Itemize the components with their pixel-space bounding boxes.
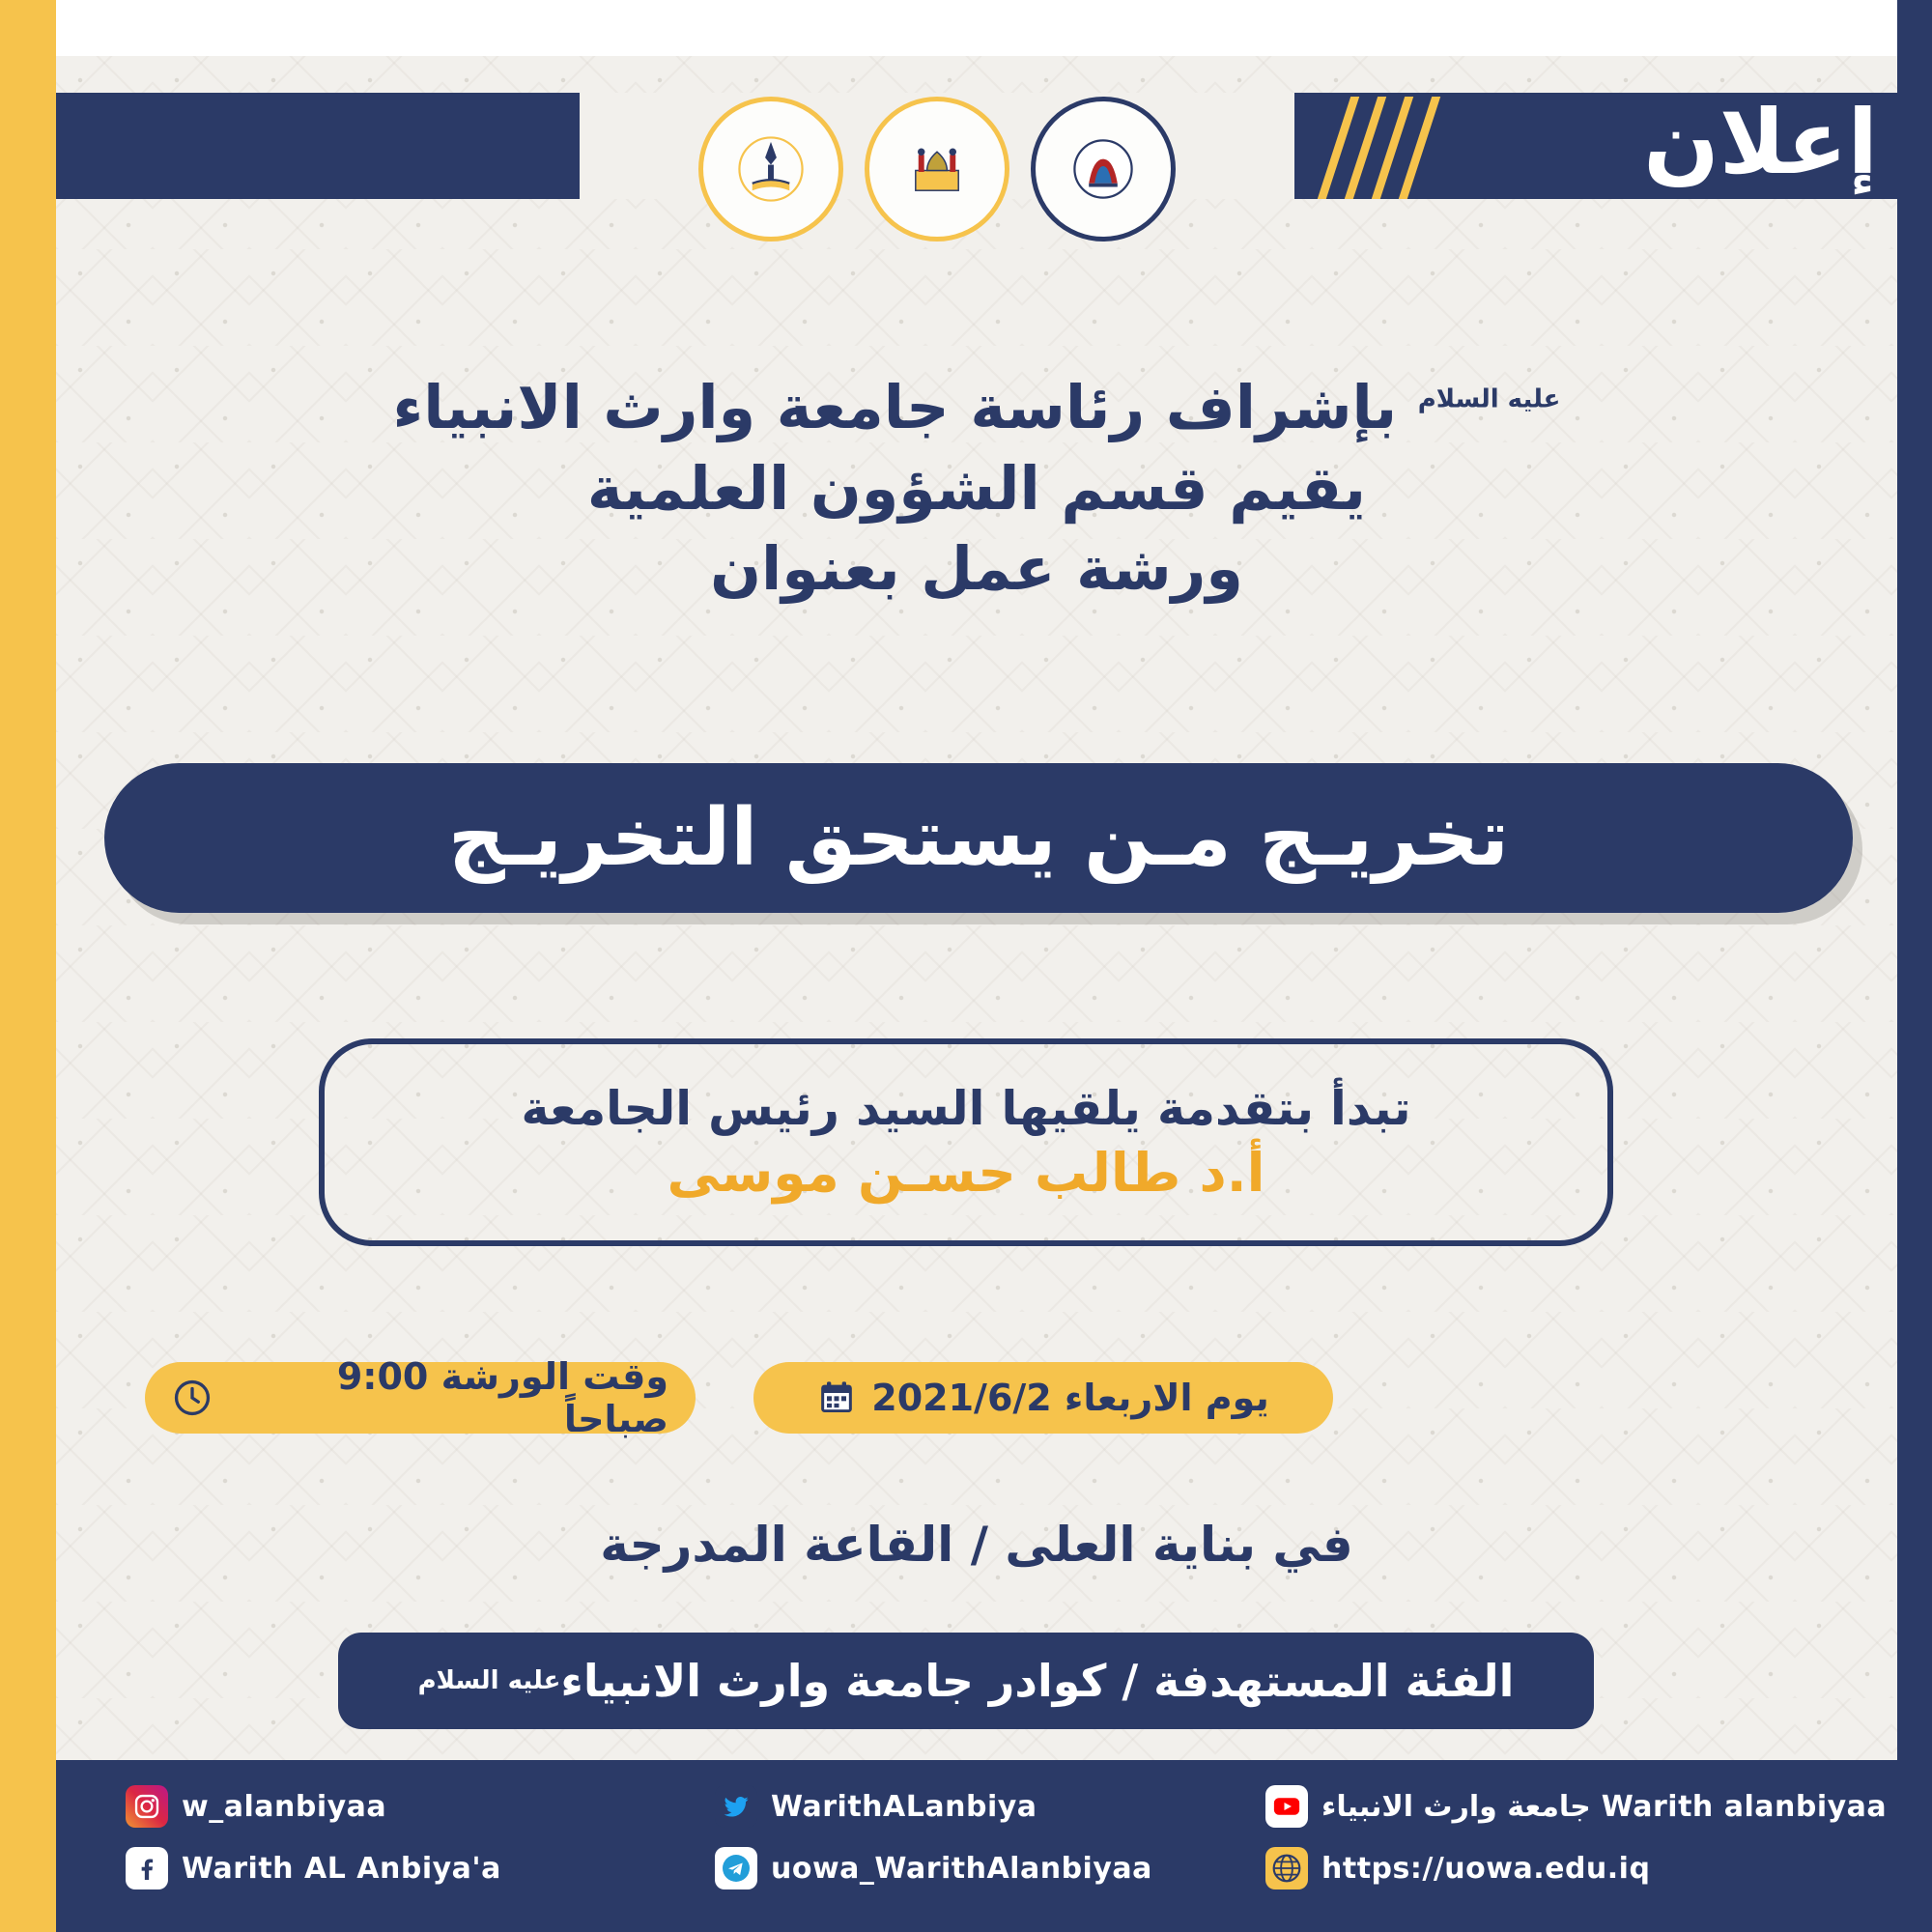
peace-be-upon-him-sup: عليه السلام bbox=[1417, 384, 1561, 414]
holy-shrine-logo bbox=[865, 97, 1009, 242]
website-icon bbox=[1265, 1847, 1308, 1889]
audience-text: الفئة المستهدفة / كوادر جامعة وارث الانبياء bbox=[560, 1655, 1515, 1707]
facebook-icon bbox=[126, 1847, 168, 1889]
youtube-icon bbox=[1265, 1785, 1308, 1828]
top-white-bar bbox=[56, 0, 1932, 56]
presenter-name: أ.د طالب حسـن موسى bbox=[667, 1142, 1265, 1204]
workshop-title-text: تخريـج مـن يستحق التخريـج bbox=[447, 792, 1510, 884]
instagram-label: w_alanbiyaa bbox=[182, 1789, 387, 1824]
peace-be-upon-him-sup-2: عليه السلام bbox=[417, 1666, 561, 1695]
ministry-logo bbox=[1031, 97, 1176, 242]
left-yellow-bar bbox=[0, 0, 56, 1932]
audience-bar bbox=[338, 1633, 1594, 1729]
intro-line-1: $^{عليه السلام}$ بإشراف رئاسة جامعة وارث الانبياء bbox=[392, 372, 1561, 442]
intro-line-2: يقيم قسم الشؤون العلمية bbox=[586, 452, 1367, 524]
date-chip bbox=[753, 1362, 1333, 1434]
footer-twitter-row[interactable] bbox=[715, 1785, 1217, 1828]
calendar-icon bbox=[817, 1378, 856, 1417]
page-title: إعلان bbox=[1643, 91, 1878, 194]
instagram-icon bbox=[126, 1785, 168, 1828]
intro-line-3: ورشة عمل بعنوان bbox=[710, 533, 1243, 605]
telegram-label: uowa_WarithAlanbiyaa bbox=[771, 1851, 1152, 1886]
youtube-label: Warith alanbiyaa جامعة وارث الانبياء bbox=[1321, 1789, 1888, 1824]
footer-column-mid bbox=[715, 1785, 1217, 1889]
twitter-label: WarithALanbiya bbox=[771, 1789, 1037, 1824]
twitter-icon bbox=[715, 1785, 757, 1828]
time-chip bbox=[145, 1355, 696, 1440]
right-navy-bar bbox=[1897, 0, 1932, 1932]
footer-website-row[interactable] bbox=[1265, 1847, 1903, 1889]
footer-column-left bbox=[126, 1785, 686, 1889]
facebook-label: Warith AL Anbiya'a bbox=[182, 1851, 501, 1886]
footer-telegram-row[interactable] bbox=[715, 1847, 1217, 1889]
telegram-icon bbox=[715, 1847, 757, 1889]
clock-icon bbox=[172, 1378, 213, 1418]
university-logo bbox=[698, 97, 843, 242]
footer-column-right bbox=[1265, 1785, 1903, 1889]
date-text: يوم الاربعاء 2021/6/2 bbox=[871, 1377, 1269, 1419]
workshop-title-banner bbox=[104, 763, 1853, 913]
footer bbox=[56, 1760, 1932, 1932]
header-slashes-decoration bbox=[1314, 97, 1430, 199]
footer-youtube-row[interactable] bbox=[1265, 1785, 1903, 1828]
presenter-box bbox=[319, 1038, 1613, 1246]
website-label: https://uowa.edu.iq bbox=[1321, 1851, 1651, 1886]
intro-text bbox=[56, 367, 1897, 610]
footer-instagram-row[interactable] bbox=[126, 1785, 686, 1828]
time-text: وقت الورشة 9:00 صباحاً bbox=[336, 1355, 668, 1440]
footer-facebook-row[interactable] bbox=[126, 1847, 686, 1889]
presenter-intro-text: تبدأ بتقدمة يلقيها السيد رئيس الجامعة bbox=[521, 1081, 1411, 1136]
logo-group bbox=[638, 97, 1236, 242]
venue-text: في بناية العلى / القاعة المدرجة bbox=[600, 1517, 1353, 1573]
